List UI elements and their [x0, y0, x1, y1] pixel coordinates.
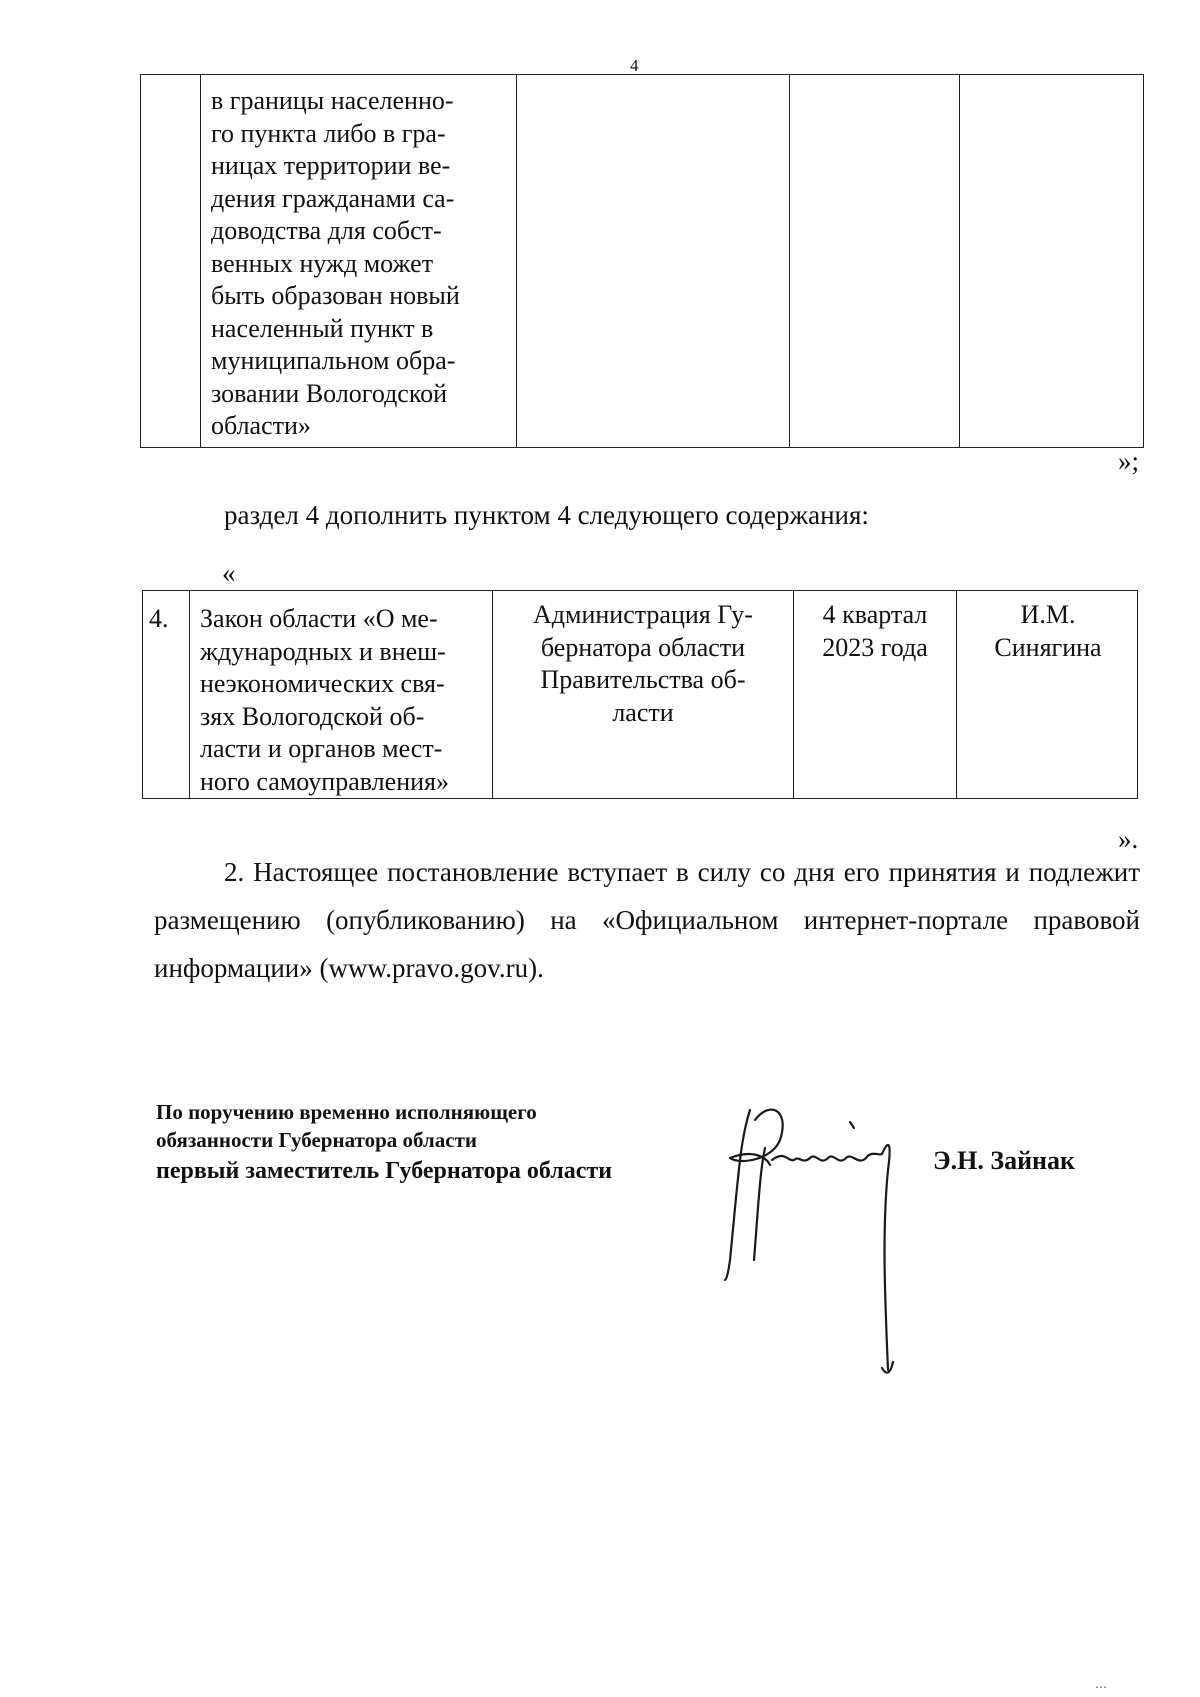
- text-line: ласти и органов мест-: [200, 734, 443, 763]
- table-cell-number: 4.: [143, 591, 190, 799]
- text-line: Правительства об-: [540, 665, 746, 694]
- handwritten-signature: [710, 1100, 950, 1380]
- text-line: ницах территории ве-: [211, 151, 451, 180]
- closing-quote: »;: [1118, 446, 1140, 476]
- text-line: населенный пункт в: [211, 313, 434, 343]
- table-cell-executor: [493, 591, 794, 799]
- text-line: дения гражданами са-: [211, 183, 455, 213]
- text-line: области»: [211, 411, 311, 440]
- scan-artifact: ⋯: [1095, 1680, 1107, 1694]
- signatory-title: первый заместитель Губернатора области: [156, 1158, 613, 1184]
- text-line: ного самоуправления»: [200, 766, 449, 796]
- opening-quote: «: [222, 558, 236, 588]
- text-line: быть образован новый: [211, 281, 460, 310]
- table-cell-title: [190, 591, 493, 799]
- text-line: неэкономических свя-: [200, 669, 445, 698]
- table-cell-executor: [517, 75, 790, 448]
- plan-table-continuation: [140, 74, 1144, 448]
- signatory-position: [156, 1098, 612, 1188]
- table-cell-responsible: [960, 75, 1144, 448]
- text-line: 2023 года: [822, 632, 928, 662]
- point-2-paragraph: 2. Настоящее постановление вступает в силу со дня его принятия и подлежит размещению (опубликованию) на «Официальном интернет-портале правовой информации» (www.pravo.gov.ru).: [154, 857, 1140, 983]
- text-line: го пункта либо в гра-: [211, 118, 446, 148]
- closing-quote: ».: [1118, 824, 1139, 854]
- signatory-name: Э.Н. Зайнак: [933, 1146, 1076, 1175]
- text-line: 4 квартал: [822, 600, 928, 629]
- text-line: ждународных и внеш-: [200, 636, 446, 666]
- table-cell-deadline: [790, 75, 960, 448]
- text-line: Закон области «О ме-: [200, 604, 438, 633]
- text-line: доводства для собст-: [211, 216, 442, 245]
- table-cell-number: [141, 75, 201, 448]
- text-line: в границы населенно-: [211, 86, 454, 115]
- plan-table-new-item: [142, 590, 1138, 799]
- table-row: [143, 591, 1138, 799]
- text-line: зях Вологодской об-: [200, 701, 425, 731]
- text-line: зовании Вологодской: [211, 378, 448, 408]
- page-number: 4: [630, 56, 639, 75]
- section-4-instruction: раздел 4 дополнить пунктом 4 следующего содержания:: [224, 500, 869, 530]
- signatory-line: обязанности Губернатора области: [156, 1128, 477, 1152]
- table-cell-responsible: И.М. Синягина: [957, 591, 1138, 799]
- text-line: бернатора области: [540, 632, 746, 662]
- text-line: ласти: [612, 697, 674, 727]
- text-line: Администрация Гу-: [533, 600, 753, 629]
- signatory-line: По поручению временно исполняющего: [156, 1100, 537, 1124]
- table-cell-deadline: [794, 591, 957, 799]
- table-row: [141, 75, 1144, 448]
- table-cell-description: [201, 75, 517, 448]
- text-line: муниципальном обра-: [211, 346, 456, 375]
- text-line: венных нужд может: [211, 248, 434, 278]
